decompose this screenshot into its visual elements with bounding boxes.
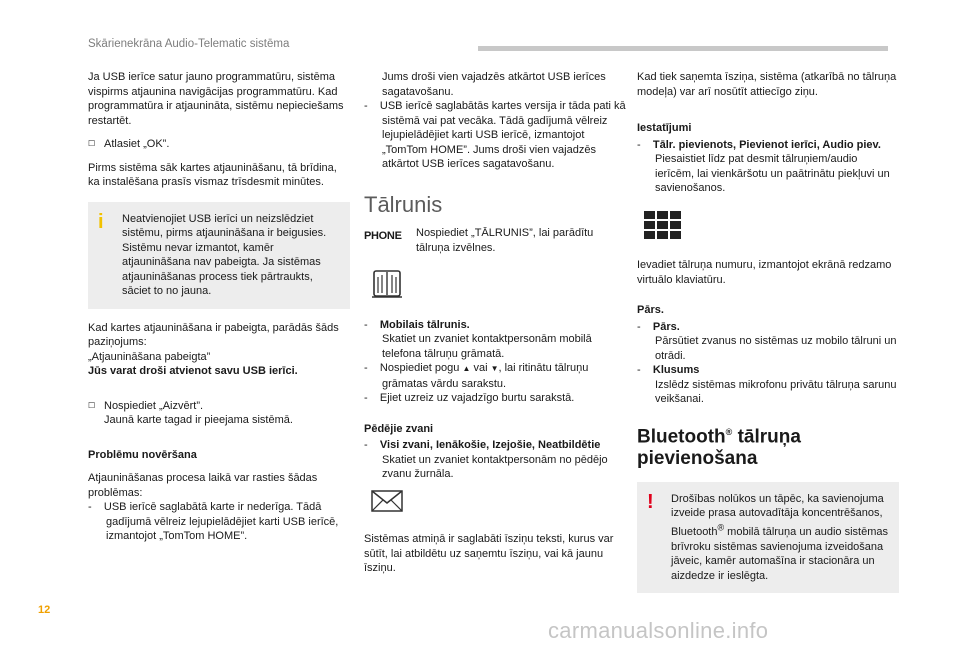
list-item: - Pārs. Pārsūtiet zvanus no sistēmas uz mobilo tālruni un otrādi.	[637, 320, 897, 362]
keypad-icon	[643, 210, 899, 245]
paragraph: Kad tiek saņemta īsziņa, sistēma (atkarībā no tālruņa modeļa) var arī nosūtīt attiecīgo ziņu.	[637, 71, 897, 98]
page-header-title: Skārienekrāna Audio-Telematic sistēma	[88, 38, 290, 50]
info-note	[88, 202, 350, 309]
paragraph: Pirms sistēma sāk kartes atjaunināšanu, tā brīdina, ka instalēšana prasīs vismaz trīsdesmit minūtes.	[88, 161, 337, 188]
contacts-book-icon	[370, 269, 626, 304]
section-title: Iestatījumi	[637, 122, 692, 134]
column-1	[88, 70, 350, 544]
column-3	[637, 70, 899, 605]
envelope-icon	[370, 488, 626, 519]
header-bar	[478, 46, 888, 51]
warning-icon: !	[647, 490, 654, 513]
list-item: - Ejiet uzreiz uz vajadzīgo burtu sarakstā.	[364, 392, 575, 404]
close-instruction: ☐ Nospiediet „Aizvērt”. Jaunā karte tagad ir pieejama sistēmā.	[88, 399, 293, 426]
list-item: - Nospiediet pogu ▲ vai ▼, lai ritinātu tālruņu grāmatas vārdu sarakstu.	[364, 362, 589, 390]
message-bold: Jūs varat droši atvienot savu USB ierīci.	[88, 365, 298, 377]
section-heading: Tālrunis	[364, 191, 443, 217]
phone-text: Nospiediet „TĀLRUNIS”, lai parādītu tālruņa izvēlnes.	[416, 227, 594, 254]
arrow-down-icon: ▼	[490, 364, 499, 373]
checkbox-icon: ☐	[88, 139, 96, 148]
bluetooth-heading: Bluetooth® tālruņa pievienošana	[637, 425, 801, 469]
list-item: - Klusums Izslēdz sistēmas mikrofonu privātu tālruņa sarunu veikšanai.	[637, 364, 897, 405]
column-2	[364, 70, 626, 585]
section-title: Pārs.	[637, 304, 664, 316]
list-item-continued: Jums droši vien vajadzēs atkārtot USB ierīces sagatavošanu.	[382, 71, 606, 98]
watermark: carmanualsonline.info	[548, 618, 769, 643]
page-number: 12	[38, 604, 51, 616]
paragraph: Ievadiet tālruņa numuru, izmantojot ekrānā redzamo virtuālo klaviatūru.	[637, 259, 892, 286]
info-note-text: Neatvienojiet USB ierīci un neizslēdziet sistēmu, pirms atjaunināšana ir beigusies. Sistēmu nevar izmantot, kamēr atjaunināšana nav pabeigta. Ja sistēmas atjaunināšanas process tiek pārtraukts, sāciet to no jauna.	[122, 212, 327, 297]
list-item: - Tālr. pievienots, Pievienot ierīci, Audio piev. Piesaistiet līdz pat desmit tālruņiem/audio ierīcēm, lai vienkāršotu un paātrinātu piekļuvi un savienošanos.	[637, 138, 890, 194]
list-item: - USB ierīcē saglabātā karte ir nederīga. Tādā gadījumā vēlreiz lejupielādējiet karti USB ierīcē, izmantojot „TomTom HOME”.	[88, 501, 339, 542]
message-text: „Atjaunināšana pabeigta”	[88, 350, 211, 363]
section-title: Problēmu novēršana	[88, 448, 197, 461]
list-item: - Mobilais tālrunis. Skatiet un zvaniet kontaktpersonām mobilā telefona tālruņu grāmatā.	[364, 318, 592, 360]
ok-instruction: ☐ Atlasiet „OK”.	[88, 138, 170, 150]
paragraph: Ja USB ierīce satur jauno programmatūru, sistēma vispirms atjaunina navigācijas programmatūru. Kad programmatūra ir atjaunināta, sistēmu nepieciešams restartēt.	[88, 71, 344, 127]
paragraph: Atjaunināšanas procesa laikā var rasties šādas problēmas:	[88, 472, 318, 499]
list-item: - Visi zvani, Ienākošie, Izejošie, Neatbildētie Skatiet un zvaniet kontaktpersonām no pēdējo zvanu žurnāla.	[364, 439, 608, 480]
warning-note	[637, 482, 899, 594]
section-title: Pēdējie zvani	[364, 422, 434, 435]
warning-note-text: Drošības nolūkos un tāpēc, ka savienojuma izveide prasa autovadītāja koncentrēšanos, Bluetooth® mobilā tālruņa un audio sistēmas brīvroku sistēmas savienojuma izveidošana jāveic, kamēr automašīna ir stacionāra un aizdedze ir ieslēgta.	[671, 492, 888, 582]
checkbox-icon: ☐	[88, 400, 96, 410]
paragraph: Sistēmas atmiņā ir saglabāti īsziņu teksti, kurus var sūtīt, lai atbildētu uz saņemtu īsziņu, vai kā jaunu īsziņu.	[364, 533, 614, 574]
list-item: - USB ierīcē saglabātās kartes versija ir tāda pati kā sistēmā vai pat vecāka. Tādā gadījumā vēlreiz lejupielādējiet karti USB ierīcē, izmantojot „TomTom HOME”. Jums droši vien vajadzēs atkārtot USB ierīces sagatavošanu.	[364, 100, 626, 170]
info-icon: i	[98, 210, 104, 233]
paragraph: Kad kartes atjaunināšana ir pabeigta, parādās šāds paziņojums:	[88, 321, 339, 348]
phone-button-icon: PHONE	[364, 230, 402, 242]
phone-row	[364, 226, 626, 255]
arrow-up-icon: ▲	[462, 364, 471, 373]
